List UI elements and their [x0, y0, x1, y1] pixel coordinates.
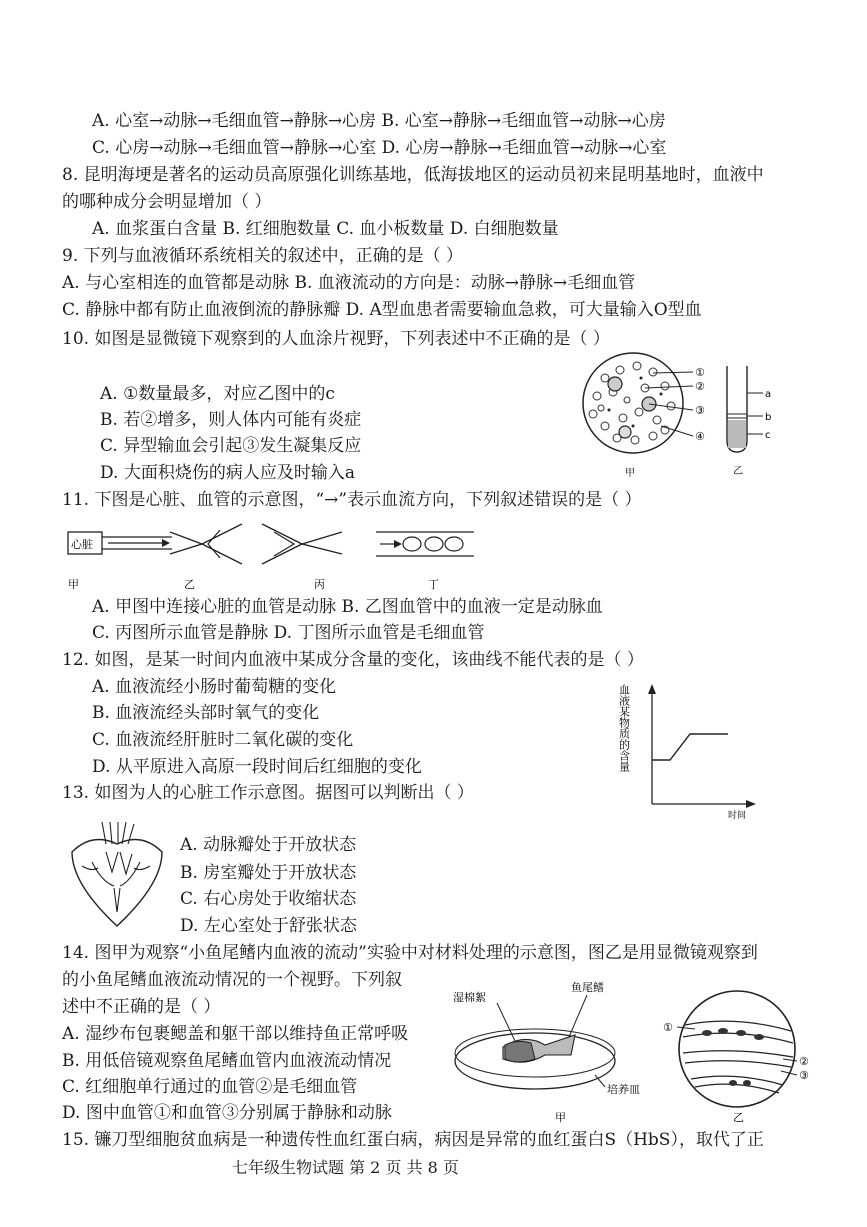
- q7-option-a-b: A. 心室→动脉→毛细血管→静脉→心房 B. 心室→静脉→毛细血管→动脉→心房: [92, 111, 666, 131]
- q11-option-a-b: A. 甲图中连接心脏的血管是动脉 B. 乙图血管中的血液一定是动脉血: [92, 597, 603, 617]
- fig14-mark-2: ②: [799, 1055, 809, 1068]
- q10-mark-3: ③: [695, 404, 705, 417]
- fig14-mark-1: ①: [663, 1021, 673, 1034]
- q11-stem: 11. 下图是心脏、血管的示意图，“→”表示血流方向，下列叙述错误的是（ ）: [62, 490, 642, 510]
- fig14-dish-label: 培养皿: [607, 1083, 640, 1096]
- q13-figure: [62, 822, 172, 932]
- q14-option-a: A. 湿纱布包裹鳃盖和躯干部以维持鱼正常呼吸: [62, 1024, 409, 1044]
- q12-option-d: D. 从平原进入高原一段时间后红细胞的变化: [92, 757, 422, 777]
- q10-label-jia: 甲: [625, 468, 635, 479]
- fig14-mark-3: ③: [799, 1069, 809, 1082]
- q10-mark-1: ①: [695, 366, 705, 379]
- q14-option-b: B. 用低倍镜观察鱼尾鳍血管内血液流动情况: [62, 1051, 392, 1071]
- fig11-label-yi: 乙: [184, 578, 195, 591]
- q10-figure: [575, 348, 775, 480]
- q10-option-a: A. ①数量最多，对应乙图中的c: [100, 384, 335, 404]
- q13-option-b: B. 房室瓣处于开放状态: [180, 863, 357, 883]
- q10-tube-a: a: [765, 389, 772, 400]
- q13-option-c: C. 右心房处于收缩状态: [180, 889, 357, 909]
- fig11-label-bing: 丙: [314, 578, 325, 591]
- q15-stem: 15. 镰刀型细胞贫血病是一种遗传性血红蛋白病，病因是异常的血红蛋白S（HbS），取代了正: [62, 1130, 764, 1150]
- fig14-label-jia: 甲: [555, 1111, 566, 1124]
- heart-label: 心脏: [71, 538, 93, 551]
- fig14-tail-label: 鱼尾鳍: [571, 981, 604, 994]
- q10-label-yi: 乙: [733, 466, 743, 477]
- q14-option-d: D. 图中血管①和血管③分别属于静脉和动脉: [62, 1103, 392, 1123]
- q14-figure: [445, 975, 815, 1125]
- q10-tube-b: b: [765, 412, 772, 423]
- q12-option-c: C. 血液流经肝脏时二氧化碳的变化: [92, 730, 354, 750]
- q10-tube-c: c: [765, 430, 771, 441]
- q14-stem-3: 述中不正确的是（ ）: [62, 997, 221, 1017]
- q13-option-d: D. 左心室处于舒张状态: [180, 916, 357, 936]
- q12-option-a: A. 血液流经小肠时葡萄糖的变化: [92, 677, 337, 697]
- q14-stem-1: 14. 图甲为观察“小鱼尾鳍内血液的流动”实验中对材料处理的示意图，图乙是用显微镜观察到: [62, 943, 758, 963]
- q12-option-b: B. 血液流经头部时氧气的变化: [92, 703, 320, 723]
- microscope-field: [679, 991, 795, 1107]
- q12-figure: [618, 680, 758, 820]
- fig11-label-jia: 甲: [68, 578, 79, 591]
- q10-option-c: C. 异型输血会引起③发生凝集反应: [100, 436, 362, 456]
- q7-option-c-d: C. 心房→动脉→毛细血管→静脉→心室 D. 心房→静脉→毛细血管→动脉→心室: [92, 138, 667, 158]
- q9-option-a-b: A. 与心室相连的血管都是动脉 B. 血液流动的方向是：动脉→静脉→毛细血管: [62, 273, 636, 293]
- q9-stem: 9. 下列与血液循环系统相关的叙述中，正确的是（ ）: [62, 246, 464, 266]
- fig11-label-ding: 丁: [428, 578, 439, 591]
- q13-stem: 13. 如图为人的心脏工作示意图。据图可以判断出（ ）: [62, 783, 474, 803]
- q10-mark-2: ②: [695, 380, 705, 393]
- q10-mark-4: ④: [695, 430, 705, 443]
- q8-stem-1: 8. 昆明海埂是著名的运动员高原强化训练基地，低海拔地区的运动员初来昆明基地时，血液中: [62, 165, 764, 185]
- q10-stem: 10. 如图是显微镜下观察到的人血涂片视野，下列表述中不正确的是（ ）: [62, 329, 610, 349]
- fig12-ylabel: 血液某物质的含量: [618, 684, 631, 772]
- fig12-curve: [652, 734, 728, 760]
- q11-option-c-d: C. 丙图所示血管是静脉 D. 丁图所示血管是毛细血管: [92, 623, 485, 643]
- q10-option-b: B. 若②增多，则人体内可能有炎症: [100, 410, 362, 430]
- q11-figure: [62, 522, 482, 592]
- q10-option-d: D. 大面积烧伤的病人应及时输入a: [100, 463, 355, 483]
- q9-option-c-d: C. 静脉中都有防止血液倒流的静脉瓣 D. A型血患者需要输血急救，可大量输入O型血: [62, 300, 702, 320]
- fig14-label-yi: 乙: [733, 1111, 744, 1124]
- q8-options: A. 血浆蛋白含量 B. 红细胞数量 C. 血小板数量 D. 白细胞数量: [92, 219, 559, 239]
- q14-option-c: C. 红细胞单行通过的血管②是毛细血管: [62, 1077, 358, 1097]
- fig12-xlabel: 时间: [728, 811, 747, 820]
- q12-stem: 12. 如图，是某一时间内血液中某成分含量的变化，该曲线不能代表的是（ ）: [62, 650, 644, 670]
- q14-stem-2: 的小鱼尾鳍血液流动情况的一个视野。下列叙: [62, 970, 402, 990]
- page-footer: 七年级生物试题 第 2 页 共 8 页: [232, 1158, 459, 1177]
- q13-option-a: A. 动脉瓣处于开放状态: [180, 835, 357, 855]
- q8-stem-2: 的哪种成分会明显增加（ ）: [62, 192, 272, 212]
- fig14-gauze-label: 湿棉絮: [453, 991, 486, 1004]
